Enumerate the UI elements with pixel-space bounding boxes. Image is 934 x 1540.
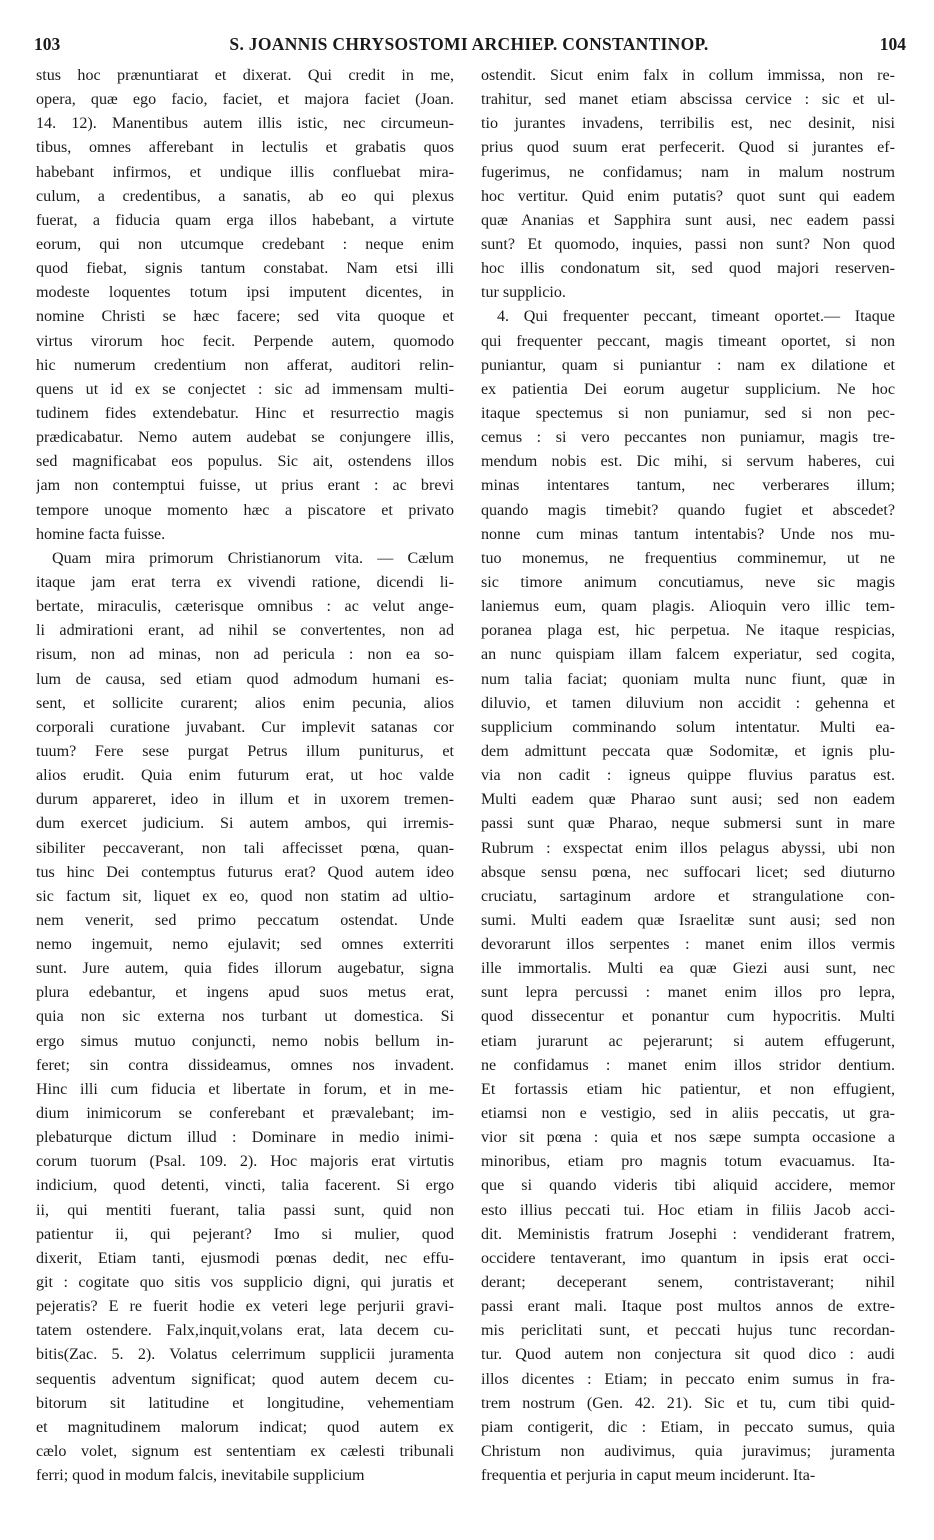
text-line: sic timore animum concutiamus, neve sic magis xyxy=(481,573,895,591)
text-line: Hinc illi cum fiducia et libertate in forum, et in me- xyxy=(36,1080,454,1098)
text-line: tibus, omnes afferebant in lectulis et grabatis quos xyxy=(36,139,454,157)
text-line: tur supplicio. xyxy=(481,284,566,302)
text-line: occidere tentaverant, imo quantum in ipsis erat occi- xyxy=(481,1249,895,1267)
left-column xyxy=(36,64,454,1488)
text-line: stus hoc prænuntiarat et dixerat. Qui credit in me, xyxy=(36,67,454,84)
running-title: S. JOANNIS CHRYSOSTOMI ARCHIEP. CONSTANTINOP. xyxy=(229,34,709,54)
text-line: modeste loquentes totum ipsi imputent dicentes, in xyxy=(36,284,454,302)
text-line: cemus : si vero peccantes non puniamur, magis tre- xyxy=(481,429,895,447)
text-line: Rubrum : exspectat enim illos pelagus abyssi, ubi non xyxy=(481,839,895,857)
text-line: ii, qui mentiti fuerant, talia passi sunt, quid non xyxy=(36,1201,454,1219)
text-line: sequentis adventum significat; quod autem decem cu- xyxy=(36,1370,454,1388)
text-line: qui frequenter peccant, magis timeant oportet, si non xyxy=(481,332,895,350)
text-line: 14. 12). Manentibus autem illis istic, nec circumeun- xyxy=(36,115,454,133)
text-line: quia non sic externa nos turbant ut domestica. Si xyxy=(36,1008,454,1026)
text-line: quod dissecentur et ponantur cum hypocritis. Multi xyxy=(481,1008,895,1026)
page-number-left: 103 xyxy=(34,34,61,54)
text-line: sic factum sit, liquet ex eo, quod non statim ad ultio- xyxy=(36,887,454,905)
text-line: plebaturque dictum illud : Dominare in medio inimi- xyxy=(36,1129,454,1147)
text-line: dixerit, Etiam tanti, ejusmodi pœnas dedit, nec effu- xyxy=(36,1249,454,1267)
text-line: vior sit pœna : quia et nos sæpe sumpta occasione a xyxy=(481,1129,895,1147)
text-line: etiamsi non e vestigio, sed in aliis peccatis, ut gra- xyxy=(481,1105,895,1123)
text-line: bitis(Zac. 5. 2). Volatus celerrimum supplicii juramenta xyxy=(36,1346,454,1364)
text-line: jam non contemptui fuisse, ut prius erant : ac brevi xyxy=(36,477,454,495)
text-line: bertate, miraculis, cæterisque omnibus : ac velut ange- xyxy=(36,598,454,616)
text-line: diluvio, et tamen diluvium non accidit : gehenna et xyxy=(481,694,895,712)
text-line: tempore unoque momento hæc a piscatore et privato xyxy=(36,501,454,519)
text-line: indicium, quod detenti, vincti, talia facerent. Si ergo xyxy=(36,1177,454,1195)
text-line: fugerimus, ne confidamus; nam in malum nostrum xyxy=(481,163,895,181)
text-line: prædicabatur. Nemo autem audebat se conjungere illis, xyxy=(36,429,454,447)
text-line: ferri; quod in modum falcis, inevitabile supplicium xyxy=(36,1467,365,1485)
text-line: tudinem fides extendebatur. Hinc et resurrectio magis xyxy=(36,404,454,422)
text-line: cælo volet, signum est sententiam ex cælesti tribunali xyxy=(36,1443,454,1461)
text-line: tio jurantes invadens, terribilis est, nec desinit, nisi xyxy=(481,115,895,133)
text-line: minas intentares tantum, nec verberares illum; xyxy=(481,477,895,495)
text-line: homine facta fuisse. xyxy=(36,525,166,543)
text-line: sunt? Et quomodo, inquies, passi non sunt? Non quod xyxy=(481,235,895,253)
text-line: frequentia et perjuria in caput meum inciderunt. Ita- xyxy=(481,1467,816,1485)
text-line: mis periclitati sunt, et peccati hujus tunc recordan- xyxy=(481,1322,895,1340)
text-line: num talia faciat; quoniam multa nunc fiunt, quæ in xyxy=(481,670,895,688)
text-line: 4. Qui frequenter peccant, timeant oportet.— Itaque xyxy=(497,308,895,326)
text-line: esto illius peccati tui. Hoc etiam in filiis Jacob acci- xyxy=(481,1201,895,1219)
text-line: passi sunt quæ Pharao, neque submersi sunt in mare xyxy=(481,815,895,833)
text-line: corporali curatione juvabant. Cur implevit satanas cor xyxy=(36,718,454,736)
text-line: passi erant mali. Itaque post multos annos de extre- xyxy=(481,1298,895,1316)
text-line: eorum, qui non utcumque credebant : neque enim xyxy=(36,235,454,253)
text-line: plura edebantur, et ingens apud suos metus erat, xyxy=(36,984,454,1002)
right-column xyxy=(481,64,895,1488)
text-line: nemo ingemuit, nemo ejulavit; sed omnes exterriti xyxy=(36,936,454,954)
text-line: hoc illis condonatum sit, sed quod majori reserven- xyxy=(481,260,895,278)
text-line: ergo simus mutuo conjuncti, nemo nobis bellum in- xyxy=(36,1032,454,1050)
text-line: piam contigerit, dic : Etiam, in peccato sumus, quia xyxy=(481,1418,895,1436)
text-line: feret; sin contra dissideamus, omnes nos invadent. xyxy=(36,1056,454,1074)
text-line: ostendit. Sicut enim falx in collum immissa, non re- xyxy=(481,67,895,84)
text-line: puniantur, quam si puniantur : nam ex dilatione et xyxy=(481,356,895,374)
text-line: dit. Meministis fratrum Josephi : vendiderant fratrem, xyxy=(481,1225,895,1243)
text-line: sent, et sollicite curarent; alios enim pecunia, alios xyxy=(36,694,454,712)
text-line: ne confidamus : manet enim illos stridor dentium. xyxy=(481,1056,895,1074)
text-line: quens ut id ex se conjectet : sic ad immensam multi- xyxy=(36,380,454,398)
text-line: culum, a credentibus, a sanatis, ab eo qui plexus xyxy=(36,187,454,205)
text-line: sed magnificabat eos populus. Sic ait, ostendens illos xyxy=(36,453,454,471)
text-line: corum tuorum (Psal. 109. 2). Hoc majoris erat virtutis xyxy=(36,1153,454,1171)
text-line: trem nostrum (Gen. 42. 21). Sic et tu, cum tibi quid- xyxy=(481,1394,895,1412)
text-line: nomine Christi se hæc facere; sed vita quoque et xyxy=(36,308,454,326)
text-line: Et fortassis etiam hic patientur, et non effugient, xyxy=(481,1080,895,1098)
text-line: nem venerit, sed primo peccatum ostendat. Unde xyxy=(36,911,454,929)
text-line: git : cogitate quo sitis vos supplicio digni, qui juratis et xyxy=(36,1274,454,1292)
text-line: sumi. Multi eadem quæ Israelitæ sunt ausi; sed non xyxy=(481,911,895,929)
text-line: devorarunt illos serpentes : manet enim illos vermis xyxy=(481,936,895,954)
text-line: li admirationi erant, ad nihil se convertentes, non ad xyxy=(36,622,454,640)
text-line: tur. Quod autem non conjectura sit quod dico : audi xyxy=(481,1346,895,1364)
text-line: patientur ii, qui pejerant? Imo si mulier, quod xyxy=(36,1225,454,1243)
page-header xyxy=(30,34,908,60)
text-line: derant; deceperant senem, contristaverant; nihil xyxy=(481,1274,895,1292)
text-line: cruciatu, sartaginum ardore et strangulatione con- xyxy=(481,887,895,905)
text-line: quæ Ananias et Sapphira sunt ausi, nec eadem passi xyxy=(481,211,895,229)
text-line: mendum nobis est. Dic mihi, si servum haberes, cui xyxy=(481,453,895,471)
text-line: hoc vertitur. Quid enim putatis? quot sunt qui eadem xyxy=(481,187,895,205)
text-line: absque sensu pœna, nec suffocari licet; sed diuturno xyxy=(481,863,895,881)
text-line: tus hinc Dei contemptus futurus erat? Quod autem ideo xyxy=(36,863,454,881)
text-line: ex patientia Dei eorum augetur supplicium. Ne hoc xyxy=(481,380,895,398)
text-line: hic numerum credentium non afferat, auditori relin- xyxy=(36,356,454,374)
text-line: lum de causa, sed etiam quod admodum humani es- xyxy=(36,670,454,688)
text-line: habebant infirmos, et undique illis confluebat mira- xyxy=(36,163,454,181)
text-line: sibiliter peccaverant, non tali affecisset pœna, quan- xyxy=(36,839,454,857)
text-line: Christum non audivimus, quia juravimus; juramenta xyxy=(481,1443,895,1461)
text-line: et magnitudinem malorum indicat; quod autem ex xyxy=(36,1418,454,1436)
text-line: sunt lepra percussi : manet enim illos pro lepra, xyxy=(481,984,895,1002)
text-line: sunt. Jure autem, quia fides illorum augebatur, signa xyxy=(36,960,454,978)
text-line: an nunc quispiam illam falcem experiatur, sed cogita, xyxy=(481,646,895,664)
text-line: prius quod suum erat perfecerit. Quod si jurantes ef- xyxy=(481,139,895,157)
text-line: Quam mira primorum Christianorum vita. — Cælum xyxy=(52,549,454,567)
text-line: que si quando videris tibi aliquid accidere, memor xyxy=(481,1177,895,1195)
text-line: tuum? Fere sese purgat Petrus illum puniturus, et xyxy=(36,742,454,760)
text-line: nonne cum minas tantum intentabis? Unde nos mu- xyxy=(481,525,895,543)
page-number-right: 104 xyxy=(879,34,906,54)
text-line: illos dicentes : Etiam; in peccato enim sumus in fra- xyxy=(481,1370,895,1388)
text-line: poranea plaga est, hic perpetua. Ne itaque respicias, xyxy=(481,622,895,640)
text-line: etiam jurarunt ac pejerarunt; si autem effugerunt, xyxy=(481,1032,895,1050)
text-line: durum appareret, ideo in illum et in uxorem tremen- xyxy=(36,791,454,809)
text-line: tuo monemus, ne frequentius comminemur, ut ne xyxy=(481,549,895,567)
text-line: dium inimicorum se conferebant et prævalebant; im- xyxy=(36,1105,454,1123)
text-line: alios erudit. Quia enim futurum erat, ut hoc valde xyxy=(36,767,454,785)
text-line: via non cadit : igneus quippe fluvius paratus est. xyxy=(481,767,895,785)
text-line: quod fiebat, signis tantum constabat. Nam etsi illi xyxy=(36,260,454,278)
text-line: tatem ostendere. Falx,inquit,volans erat, lata decem cu- xyxy=(36,1322,454,1340)
text-line: ille immortalis. Multi ea quæ Giezi ausi sunt, nec xyxy=(481,960,895,978)
text-line: Multi eadem quæ Pharao sunt ausi; sed non eadem xyxy=(481,791,895,809)
text-line: minoribus, etiam pro magnis totum evacuamus. Ita- xyxy=(481,1153,895,1171)
text-line: pejeratis? E re fuerit hodie ex veteri lege perjurii gravi- xyxy=(36,1298,454,1316)
text-line: fuerat, a fiducia quam erga illos habebant, a virtute xyxy=(36,211,454,229)
text-line: itaque spectemus si non puniamur, sed si non pec- xyxy=(481,404,895,422)
text-line: dem admittunt peccata quæ Sodomitæ, et ignis plu- xyxy=(481,742,895,760)
text-line: bitorum sit latitudine et longitudine, vehementiam xyxy=(36,1394,454,1412)
text-line: opera, quæ ego facio, faciet, et majora faciet (Joan. xyxy=(36,91,454,109)
text-line: risum, non ad minas, non ad pericula : non ea so- xyxy=(36,646,454,664)
text-line: laniemus eum, quam plagis. Alioquin vero illic tem- xyxy=(481,598,895,616)
text-line: supplicium comminando solum intentatur. Multi ea- xyxy=(481,718,895,736)
text-line: itaque jam erat terra ex vivendi ratione, dicendi li- xyxy=(36,573,454,591)
text-line: virtus virorum hoc fecit. Perpende autem, quomodo xyxy=(36,332,454,350)
text-line: trahitur, sed manet etiam abscissa cervice : sic et ul- xyxy=(481,91,895,109)
text-line: dum exercet judicium. Si autem ambos, qui irremis- xyxy=(36,815,454,833)
text-line: quando magis timebit? quando fugiet et abscedet? xyxy=(481,501,895,519)
